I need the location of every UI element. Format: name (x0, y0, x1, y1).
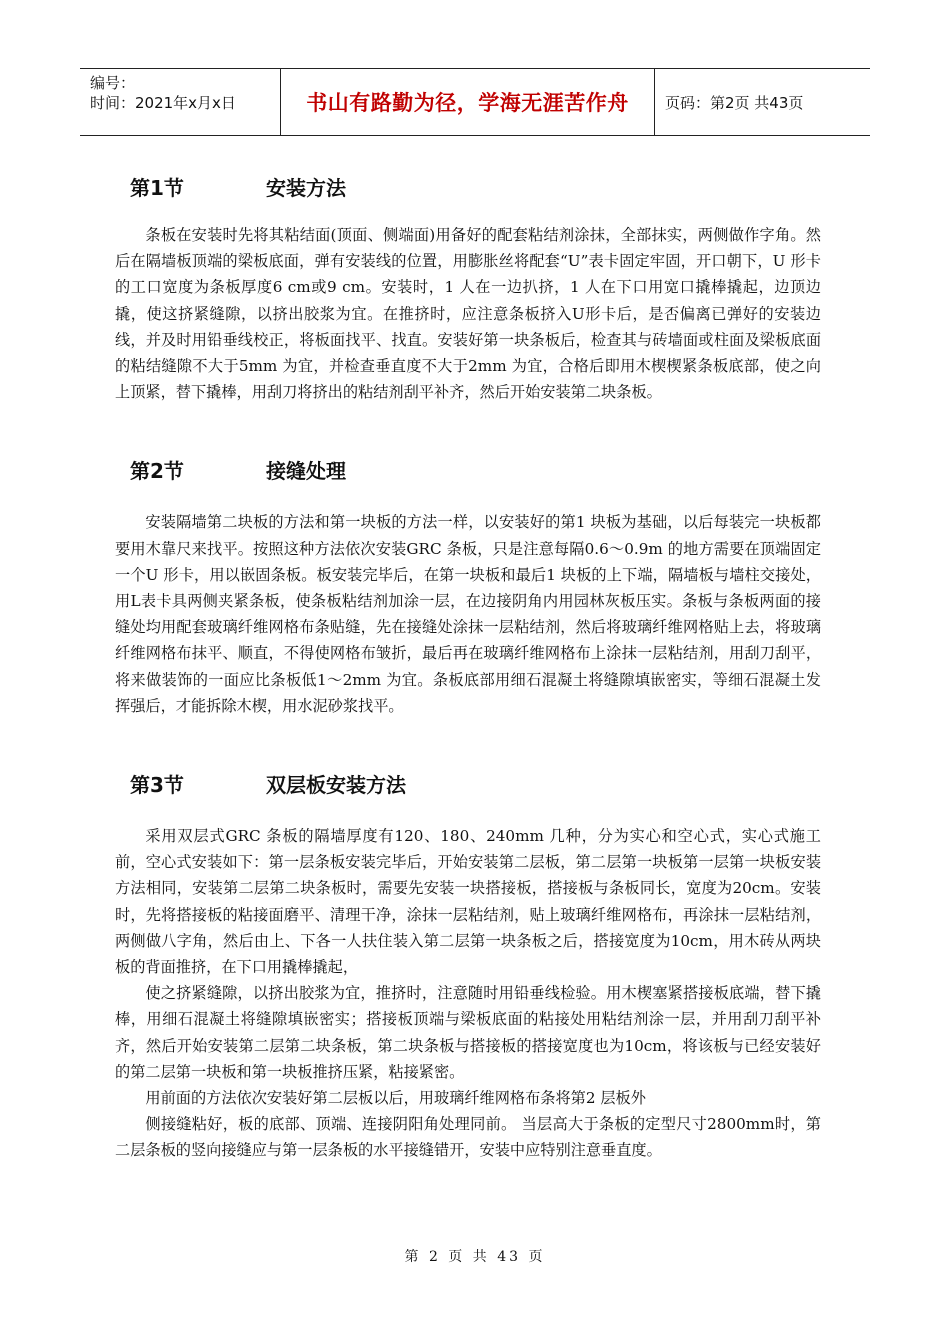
paragraph: 用前面的方法依次安装好第二层板以后，用玻璃纤维网格布条将第2 层板外 (145, 1089, 646, 1108)
paragraph: 使之挤紧缝隙，以挤出胶浆为宜，推挤时，注意随时用铅垂线检验。用木楔塞紧搭接板底端，替下撬棒，用细石混凝土将缝隙填嵌密实；搭接板顶端与梁板底面的粘接处用粘结剂涂一层，并用刮刀刮平补齐，然后开始安装第二层第二块条板，第二块条板与搭接板的搭接宽度也为10cm，将该板与已经安装好的第二层第一块板和第一块板推挤压紧，粘接紧密。 (115, 984, 821, 1081)
section-number: 第1节 (130, 175, 184, 200)
document-number-label: 编号： (90, 74, 136, 92)
header-motto: 书山有路勤为径，学海无涯苦作舟 (306, 91, 629, 115)
footer-page-number: 第 2 页 共 43 页 (404, 1249, 546, 1265)
paragraph: 采用双层式GRC 条板的隔墙厚度有120、180、240mm 几种，分为实心和空心式，实心式施工前，空心式安装如下：第一层条板安装完毕后，开始安装第二层板，第二层第一块板第一层第一块板安装方法相同，安装第二层第二块条板时，需要先安装一块搭接板，搭接板与条板同长，宽度为20cm。安装时，先将搭接板的粘接面磨平、清理干净，涂抹一层粘结剂，贴上玻璃纤维网格布，再涂抹一层粘结剂，两侧做八字角，然后由上、下各一人扶住装入第二层第一块条板之后，搭接宽度为10cm，用木砖从两块板的背面推挤，在下口用撬棒撬起， (115, 827, 821, 977)
header-page-cell (655, 69, 870, 135)
section-heading (115, 453, 821, 485)
section-number: 第3节 (130, 772, 184, 797)
section-title: 安装方法 (266, 175, 346, 200)
section-3 (115, 767, 821, 1164)
page-footer (0, 1246, 950, 1266)
header-motto-cell (280, 69, 655, 135)
paragraph: 安装隔墙第二块板的方法和第一块板的方法一样，以安装好的第1 块板为基础，以后每装完一块板都要用木靠尺来找平。按照这种方法依次安装GRC 条板，只是注意每隔0.6～0.9m 的地方需要在顶端固定一个U 形卡，用以嵌固条板。板安装完毕后，在第一块板和最后1 块板的上下端，隔墙板与墙柱交接处，用L表卡具两侧夹紧条板，使条板粘结剂加涂一层，在边接阴角内用园林灰板压实。条板与条板两面的接缝处均用配套玻璃纤维网格布条贴缝，先在接缝处涂抹一层粘结剂，然后将玻璃纤维网格贴上去，将玻璃纤维网格布抹平、顺直，不得使网格布皱折，最后再在玻璃纤维网格布上涂抹一层粘结剂，用刮刀刮平，将来做装饰的一面应比条板低1～2mm 为宜。条板底部用细石混凝土将缝隙填嵌密实，等细石混凝土发挥强后，才能拆除木楔，用水泥砂浆找平。 (115, 513, 821, 715)
paragraph: 条板在安装时先将其粘结面(顶面、侧端面)用备好的配套粘结剂涂抹，全部抹实，两侧做作字角。然后在隔墙板顶端的梁板底面，弹有安装线的位置，用膨胀丝将配套“U”表卡固定牢固，开口朝下，U 形卡的工口宽度为条板厚度6 cm或9 cm。安装时，1 人在一边扒挤，1 人在下口用宽口撬棒撬起，边顶边撬，使这挤紧缝隙，以挤出胶浆为宜。在推挤时，应注意条板挤入U形卡后，是否偏离已弹好的安装边线，并及时用铅垂线校正，将板面找平、找直。安装好第一块条板后，检查其与砖墙面或柱面及梁板底面的粘结缝隙不大于5mm 为宜，并检查垂直度不大于2mm 为宜，合格后即用木楔楔紧条板底部，使之向上顶紧，替下撬棒，用刮刀将挤出的粘结剂刮平补齐，然后开始安装第二块条板。 (115, 226, 821, 402)
paragraph: 侧接缝粘好，板的底部、顶端、连接阴阳角处理同前。 当层高大于条板的定型尺寸2800mm时，第二层条板的竖向接缝应与第一层条板的水平接缝错开，安装中应特别注意垂直度。 (115, 1115, 821, 1160)
header-meta (80, 69, 280, 135)
section-title: 双层板安装方法 (266, 772, 406, 797)
document-time-label: 时间：2021年x月x日 (90, 94, 236, 112)
section-title: 接缝处理 (266, 458, 346, 483)
section-heading (115, 767, 821, 799)
section-number: 第2节 (130, 458, 184, 483)
header-page-label: 页码：第2页 共43页 (665, 93, 804, 112)
section-2 (115, 453, 821, 719)
section-heading (115, 170, 821, 202)
page-header (80, 68, 870, 136)
section-1 (115, 170, 821, 405)
document-body (115, 170, 821, 1164)
